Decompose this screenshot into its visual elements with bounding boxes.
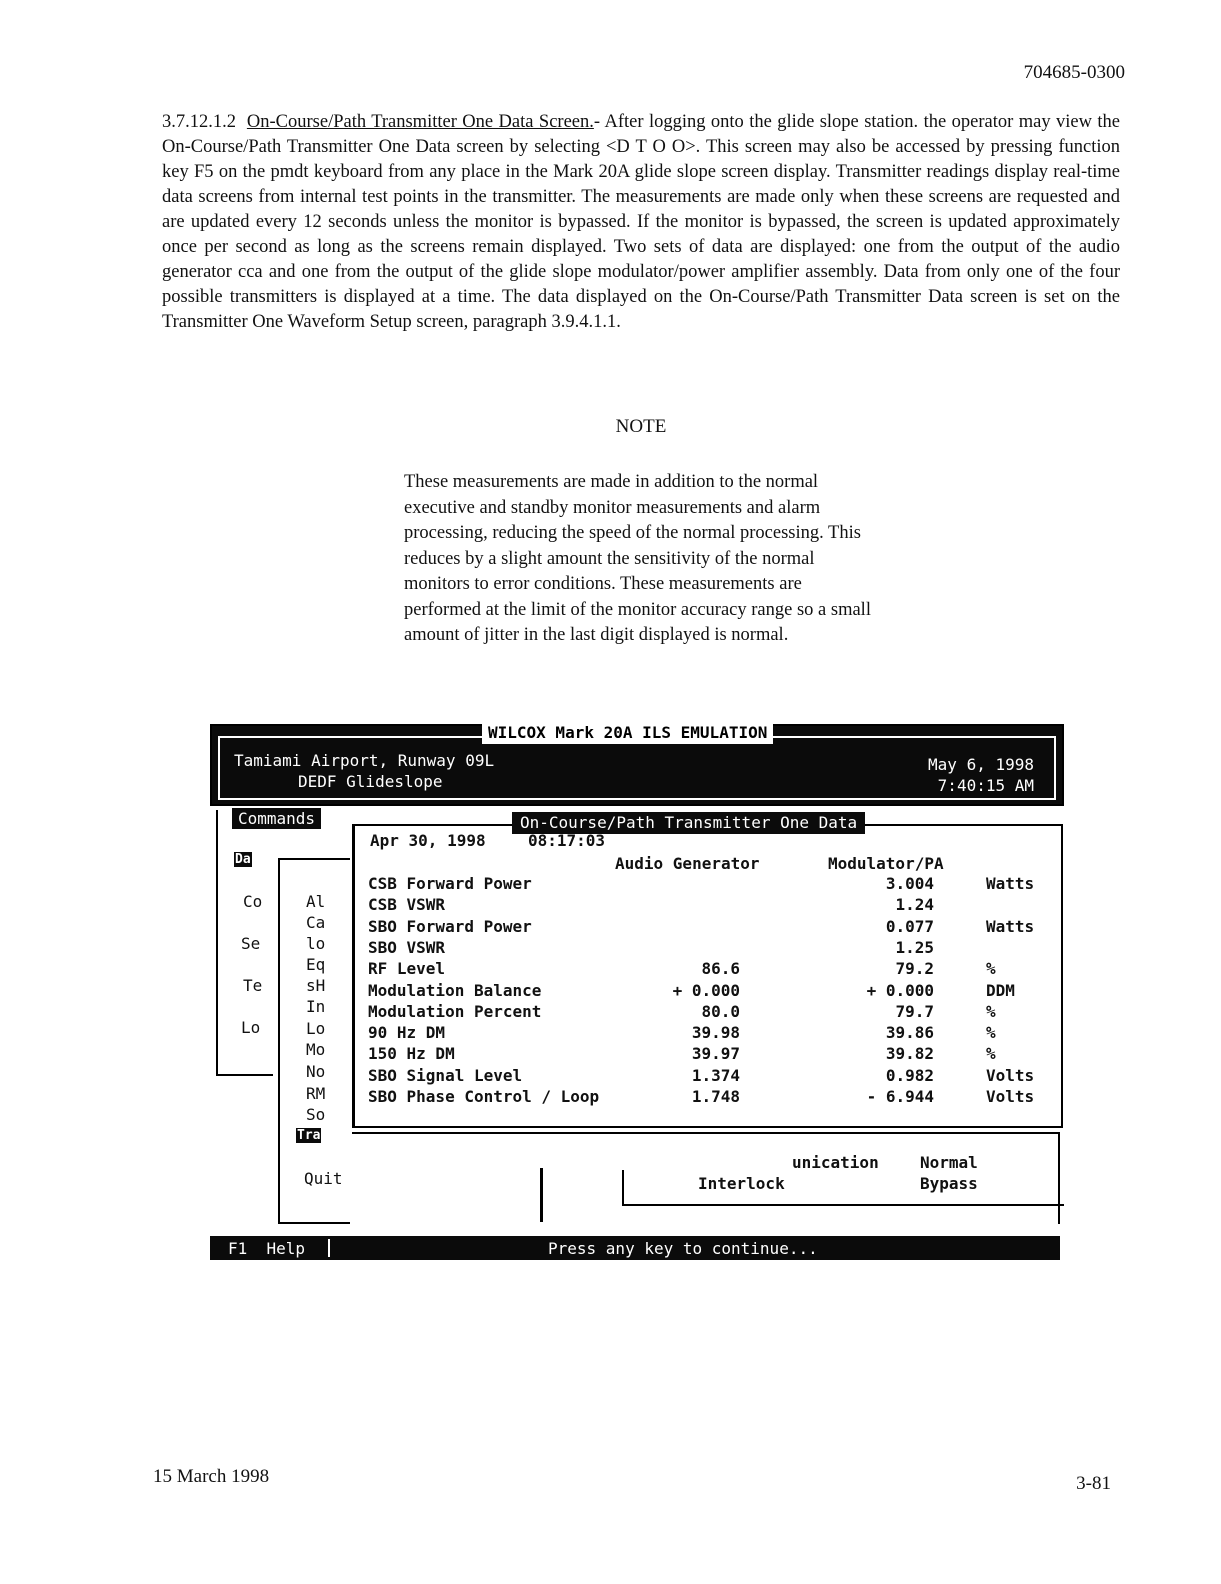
row-label: 90 Hz DM <box>368 1023 446 1043</box>
data-panel-title: On-Course/Path Transmitter One Data <box>512 812 865 834</box>
submenu-item-rm[interactable]: RM <box>306 1084 326 1103</box>
row-audio-value: 1.374 <box>691 1065 740 1085</box>
quit-item[interactable]: Quit <box>304 1169 343 1188</box>
submenu-item-al[interactable]: Al <box>306 892 326 911</box>
pmdt-screen <box>210 722 1062 1262</box>
submenu-item-ca[interactable]: Ca <box>306 913 326 932</box>
row-unit: Volts <box>986 1065 1035 1085</box>
row-unit: Watts <box>986 874 1035 893</box>
row-unit: % <box>986 1023 996 1043</box>
submenu-item-lo[interactable]: lo <box>306 934 326 953</box>
location-text: Tamiami Airport, Runway 09L <box>234 751 495 770</box>
row-modulator-value: 1.25 <box>895 937 934 957</box>
row-label: 150 Hz DM <box>368 1044 455 1064</box>
page-number: 3-81 <box>1076 1473 1111 1494</box>
row-label: Modulation Balance <box>368 980 542 1000</box>
row-audio-value: 86.6 <box>701 959 740 979</box>
interlock-label: Interlock <box>698 1174 785 1193</box>
row-unit: Volts <box>986 1087 1035 1106</box>
help-key[interactable]: F1 Help <box>228 1239 306 1258</box>
facility-text: DEDF Glideslope <box>298 772 443 791</box>
row-modulator-value: 0.077 <box>885 916 934 936</box>
section-number: 3.7.12.1.2 <box>162 112 236 132</box>
row-audio-value: 39.98 <box>691 1023 740 1043</box>
command-item-lo[interactable]: Lo <box>241 1018 261 1037</box>
row-modulator-value: + 0.000 <box>866 980 934 1000</box>
row-audio-value: 80.0 <box>701 1001 740 1021</box>
row-label: CSB Forward Power <box>368 874 532 893</box>
row-modulator-value: 39.86 <box>885 1023 934 1043</box>
command-item-co[interactable]: Co <box>243 892 263 911</box>
footer-date: 15 March 1998 <box>153 1466 270 1487</box>
row-modulator-value: 1.24 <box>895 895 934 915</box>
row-modulator-value: 79.7 <box>895 1001 934 1021</box>
submenu-item-no[interactable]: No <box>306 1062 326 1081</box>
section-body: - After logging onto the glide slope station. the operator may view the On-Course/Path Transmitter One Data screen by selecting <D T O O>. This screen may also be accessed by pressing function key F5 on the pmdt keyboard from any place in the Mark 20A glide slope screen display. Transmitter readings display real-time data screens from internal test points in the transmitter. The measurements are made only when these screens are requested and are updated every 12 seconds unless the monitor is bypassed. If the monitor is bypassed, the screen is updated approximately once per second as long as the screens remain displayed. Two sets of data are displayed: one from the output of the audio generator cca and one from the output of the glide slope modulator/power amplifier assembly. Data from only one of the four possible transmitters is displayed at a time. The data displayed on the On-Course/Path Transmitter Data screen is set on the Transmitter One Waveform Setup screen, paragraph 3.9.4.1.1. <box>162 112 1121 332</box>
row-label: SBO Forward Power <box>368 916 532 936</box>
submenu-item-lo2[interactable]: Lo <box>306 1019 326 1038</box>
submenu-item-selected[interactable]: Tra <box>297 1128 321 1143</box>
timestamp-date: Apr 30, 1998 <box>370 831 486 850</box>
command-item-te[interactable]: Te <box>243 976 263 995</box>
row-label: RF Level <box>368 959 446 979</box>
row-unit: Watts <box>986 916 1035 936</box>
row-unit: % <box>986 959 996 979</box>
column-header-modulator: Modulator/PA <box>828 854 944 873</box>
row-modulator-value: 39.82 <box>885 1044 934 1064</box>
note-heading: NOTE <box>615 416 667 437</box>
interlock-value: Bypass <box>920 1174 978 1193</box>
screen-title: WILCOX Mark 20A ILS EMULATION <box>482 722 773 744</box>
row-label: CSB VSWR <box>368 895 446 915</box>
section-heading: On-Course/Path Transmitter One Data Screen. <box>246 112 594 132</box>
comm-status-value: Normal <box>920 1153 978 1172</box>
status-box <box>622 1170 1064 1206</box>
row-unit: DDM <box>986 980 1015 1000</box>
row-label: Modulation Percent <box>368 1001 542 1021</box>
submenu-item-sh[interactable]: sH <box>306 976 326 995</box>
submenu-item-mo[interactable]: Mo <box>306 1040 326 1059</box>
row-modulator-value: 3.004 <box>885 874 934 893</box>
header-time: 7:40:15 AM <box>937 776 1034 795</box>
row-modulator-value: 0.982 <box>885 1065 934 1085</box>
row-modulator-value: 79.2 <box>895 959 934 979</box>
submenu-item-eq[interactable]: Eq <box>306 955 326 974</box>
timestamp-time: 08:17:03 <box>528 831 606 850</box>
submenu-item-so[interactable]: So <box>306 1105 326 1124</box>
continue-prompt: Press any key to continue... <box>548 1239 818 1258</box>
row-audio-value: + 0.000 <box>672 980 740 1000</box>
row-label: SBO VSWR <box>368 937 446 957</box>
row-audio-value: 39.97 <box>691 1044 740 1064</box>
row-unit: % <box>986 1044 996 1064</box>
row-unit: % <box>986 1001 996 1021</box>
row-modulator-value: - 6.944 <box>866 1087 934 1106</box>
status-bar <box>210 1236 1060 1260</box>
row-audio-value: 1.748 <box>691 1087 740 1106</box>
comm-status-label: unication <box>792 1153 879 1172</box>
submenu-item-in[interactable]: In <box>306 997 326 1016</box>
status-divider <box>328 1239 330 1257</box>
row-label: SBO Phase Control / Loop <box>368 1087 600 1106</box>
row-label: SBO Signal Level <box>368 1065 523 1085</box>
column-header-audio: Audio Generator <box>615 854 760 873</box>
document-number: 704685-0300 <box>1023 62 1125 83</box>
command-item-se[interactable]: Se <box>241 934 261 953</box>
commands-tab[interactable]: Commands <box>232 808 321 829</box>
note-body: These measurements are made in addition to the normal executive and standby monitor measurements and alarm processing, reducing the speed of the normal processing. This reduces by a slight amount the sensitivity of the normal monitors to error conditions. These measurements are performed at the limit of the monitor accuracy range so a small amount of jitter in the last digit displayed is normal. <box>404 472 871 645</box>
section-paragraph <box>162 110 1120 335</box>
header-date: May 6, 1998 <box>928 755 1034 774</box>
command-item-selected[interactable]: Da <box>235 852 251 867</box>
